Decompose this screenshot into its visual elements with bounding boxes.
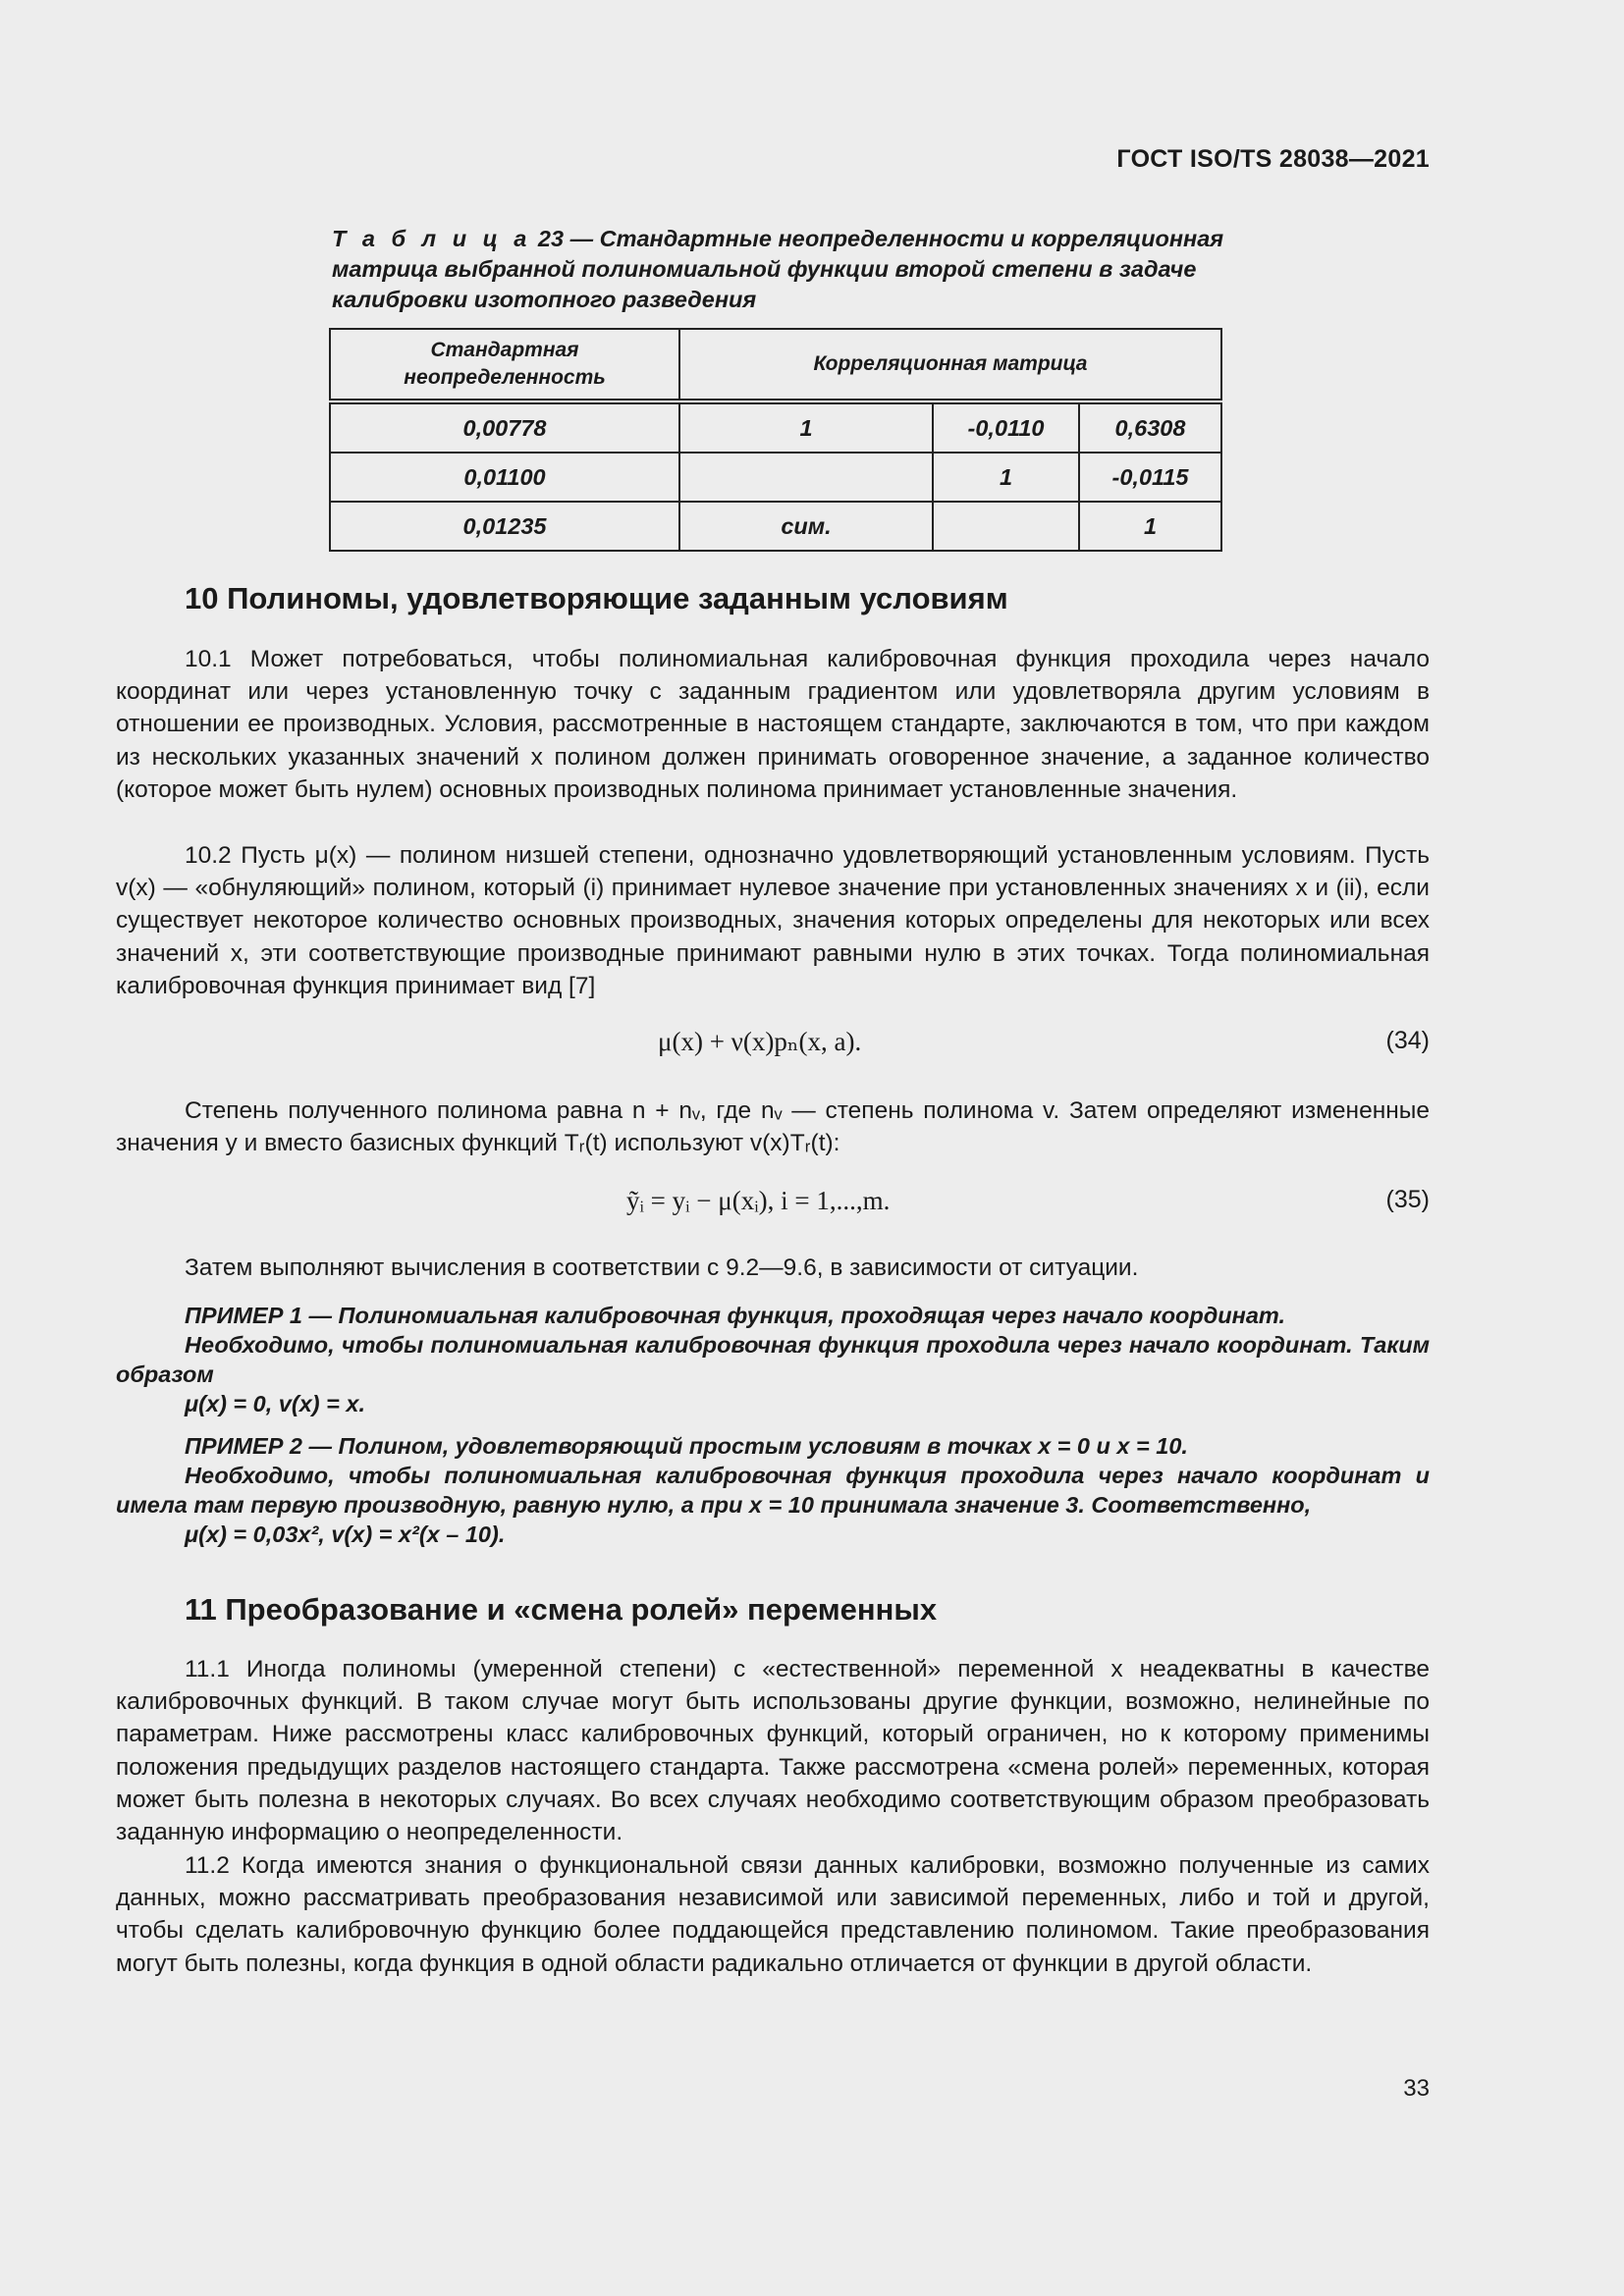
paragraph-10-1: 10.1 Может потребоваться, чтобы полиномиальная калибровочная функция проходила через начало координат или через установленную точку с заданным градиентом или удовлетворяла другим условиям в отношении ее производных. Условия, рассмотренные в настоящем стандарте, заключаются в том, что при каждом из нескольких указанных значений x полином должен принимать оговоренное значение, а заданное количество (которое может быть нулем) основных производных полинома принимает установленные значения.: [116, 646, 1430, 803]
example-1: [116, 1301, 1430, 1418]
example-1-equation: μ(x) = 0, v(x) = x.: [185, 1391, 365, 1416]
table-cell: 0,6308: [1079, 401, 1221, 453]
example-2-equation: μ(x) = 0,03x², v(x) = x²(x – 10).: [185, 1522, 506, 1547]
example-2-body: Необходимо, чтобы полиномиальная калибровочная функция проходила через начало координат и имела там первую производную, равную нулю, а при x = 10 принимала значение 3. Соответственно,: [116, 1463, 1430, 1518]
section-11-title: 11 Преобразование и «смена ролей» переменных: [185, 1592, 938, 1627]
paragraph-11-2: 11.2 Когда имеются знания о функциональной связи данных калибровки, возможно полученные из самих данных, можно рассматривать преобразования независимой или зависимой переменных, либо и той и другой, чтобы сделать калибровочную функцию более поддающейся представлению полиномом. Такие преобразования могут быть полезны, когда функция в одной области радикально отличается от функции в другой области.: [116, 1852, 1430, 1977]
table-header-correlation: Корреляционная матрица: [679, 329, 1221, 401]
table-cell: [933, 502, 1079, 551]
table-cell: -0,0115: [1079, 453, 1221, 502]
page-number: 33: [1403, 2075, 1430, 2102]
example-2: [116, 1431, 1430, 1549]
table-header-uncertainty: Стандартная неопределенность: [330, 329, 679, 401]
formula-34-expression: μ(x) + ν(x)pₙ(x, a).: [658, 1027, 862, 1056]
table-caption-text: 23 — Стандартные неопределенности и корреляционная матрица выбранной полиномиальной функции второй степени в задаче калибровки изотопного разведения: [332, 226, 1224, 312]
table-cell: 1: [1079, 502, 1221, 551]
formula-34-number: (34): [1385, 1027, 1430, 1054]
table-cell: 0,01235: [330, 502, 679, 551]
document-header: ГОСТ ISO/TS 28038—2021: [1116, 145, 1430, 173]
table-caption-prefix: Т а б л и ц а: [332, 226, 532, 251]
paragraph-11-1: 11.1 Иногда полиномы (умеренной степени) с «естественной» переменной x неадекватны в качестве калибровочных функций. В таком случае могут быть использованы другие функции, возможно, нелинейные по параметрам. Ниже рассмотрены класс калибровочных функций, который ограничен, но к которому применимы положения предыдущих разделов настоящего стандарта. Также рассмотрена «смена ролей» переменных, которая может быть полезна в некоторых случаях. Во всех случаях необходимо соответствующим образом преобразовать заданную информацию о неопределенности.: [116, 1656, 1430, 1846]
formula-35-number: (35): [1385, 1186, 1430, 1213]
paragraph-compute: Затем выполняют вычисления в соответствии с 9.2—9.6, в зависимости от ситуации.: [185, 1255, 1139, 1281]
table-cell: 1: [679, 401, 933, 453]
example-2-title: ПРИМЕР 2 — Полином, удовлетворяющий простым условиям в точках x = 0 и x = 10.: [185, 1433, 1188, 1459]
table-row: [330, 453, 1221, 502]
table-cell: 0,01100: [330, 453, 679, 502]
table-cell: [679, 453, 933, 502]
table-cell: 0,00778: [330, 401, 679, 453]
example-1-body: Необходимо, чтобы полиномиальная калибровочная функция проходила через начало координат. Таким образом: [116, 1332, 1430, 1387]
table-cell: сим.: [679, 502, 933, 551]
table-caption: [332, 224, 1333, 315]
table-cell: -0,0110: [933, 401, 1079, 453]
table-row: [330, 401, 1221, 453]
paragraph-degree: Степень полученного полинома равна n + nᵥ, где nᵥ — степень полинома v. Затем определяют измененные значения y и вместо базисных функций Tᵣ(t) используют v(x)Tᵣ(t):: [116, 1097, 1430, 1157]
table-row: [330, 502, 1221, 551]
paragraph-10-2: 10.2 Пусть μ(x) — полином низшей степени, однозначно удовлетворяющий установленным условиям. Пусть v(x) — «обнуляющий» полином, который (i) принимает нулевое значение при установленных значениях x и (ii), если существует некоторое количество основных производных, значения которых определены для некоторых или всех значений x, эти соответствующие производные принимают равными нулю в этих точках. Тогда полиномиальная калибровочная функция принимает вид [7]: [116, 842, 1430, 999]
example-1-title: ПРИМЕР 1 — Полиномиальная калибровочная функция, проходящая через начало координат.: [185, 1303, 1286, 1328]
correlation-table: [329, 328, 1222, 552]
section-10-title: 10 Полиномы, удовлетворяющие заданным условиям: [185, 581, 1008, 615]
formula-35-expression: ỹᵢ = yᵢ − μ(xᵢ), i = 1,...,m.: [626, 1186, 891, 1215]
table-cell: 1: [933, 453, 1079, 502]
